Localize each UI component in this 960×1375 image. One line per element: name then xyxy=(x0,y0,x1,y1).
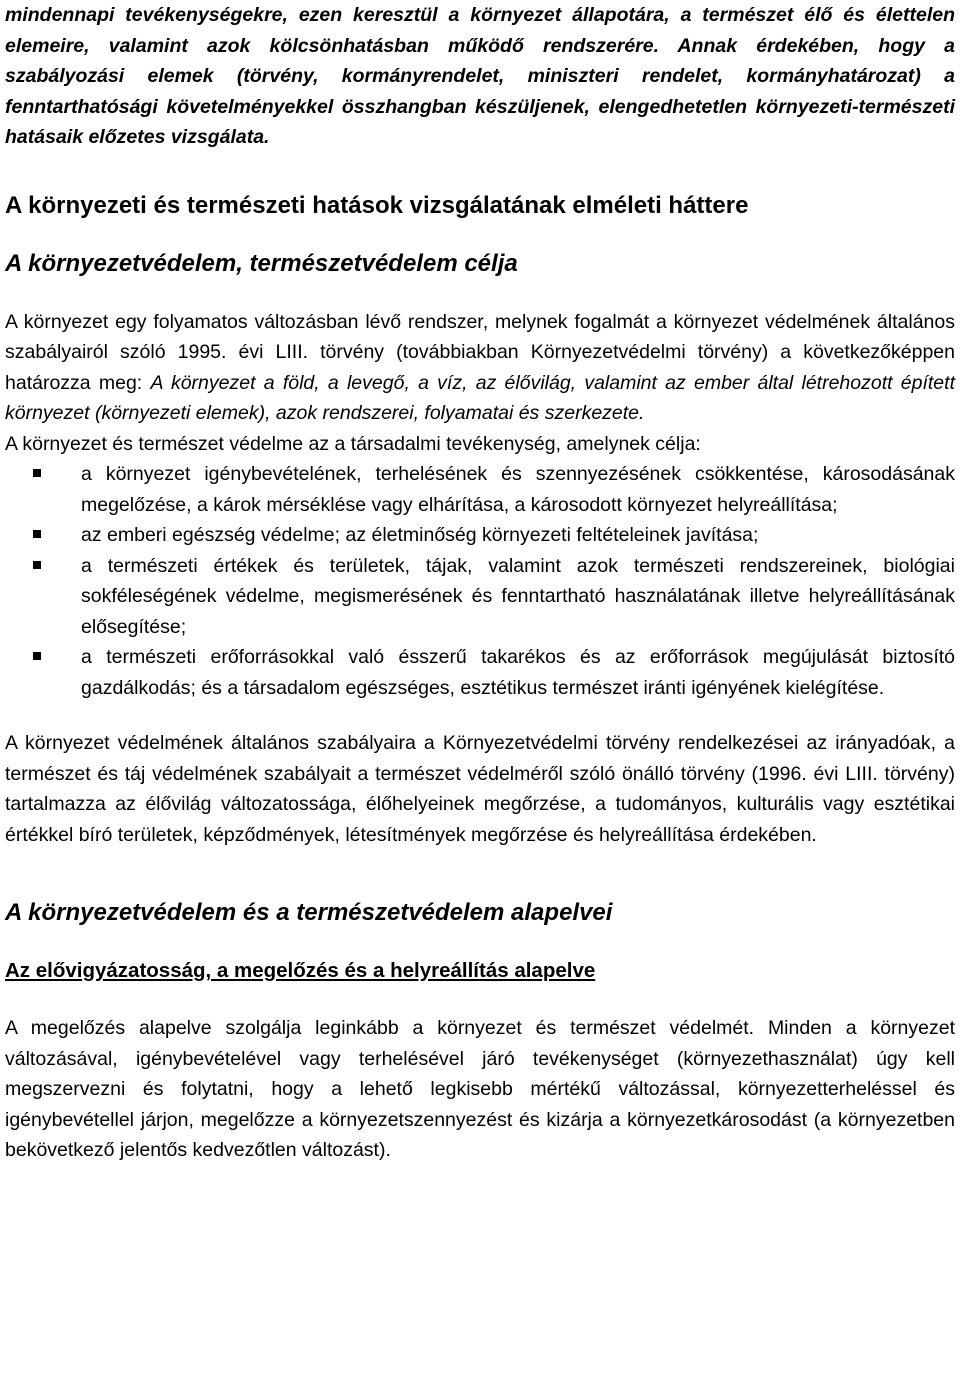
list-item-text: a természeti erőforrásokkal való ésszerű takarékos és az erőforrások megújulását biztosító gazdálkodás; és a társadalom egészséges, esztétikus természet iránti igényének kielégítése. xyxy=(81,646,955,699)
definition-paragraph xyxy=(5,307,955,429)
law-paragraph: A környezet védelmének általános szabályaira a Környezetvédelmi törvény rendelkezései az irányadóak, a természet és táj védelmének szabályait a természet védelméről szóló önálló törvény (1996. évi LIII. törvény) tartalmazza az élővilág változatossága, élőhelyeinek megőrzése, a tudományos, kulturális vagy esztétikai értékkel bíró területek, képződmények, létesítmények megőrzése és helyreállítása érdekében. xyxy=(5,732,955,846)
principles-heading: A környezetvédelem és a természetvédelem alapelvei xyxy=(5,899,613,926)
list-item-text: a természeti értékek és területek, tájak, valamint azok természeti rendszereinek, biológiai sokféleségének védelme, megismerésének és fenntartható használatának illetve helyreállításának elősegítése; xyxy=(81,554,955,638)
bullet-square-icon xyxy=(33,561,41,569)
principles-subheading: Az elővigyázatosság, a megelőzés és a helyreállítás alapelve xyxy=(5,959,596,982)
definition-quote-text: A környezet a föld, a levegő, a víz, az élővilág, valamint az ember által létrehozott épített környezet (környezeti elemek), azok rendszerei, folyamatai és szerkezete. xyxy=(5,371,955,424)
list-item xyxy=(5,520,955,551)
bullet-square-icon xyxy=(33,530,41,538)
goal-list xyxy=(5,459,955,703)
bullet-square-icon xyxy=(33,652,41,660)
intro-paragraph: mindennapi tevékenységekre, ezen keresztül a környezet állapotára, a természet élő és élettelen elemeire, valamint azok kölcsönhatásban működő rendszerére. Annak érdekében, hogy a szabályozási elemek (törvény, kormányrendelet, miniszteri rendelet, kormányhatározat) a fenntarthatósági követelményekkel összhangban készüljenek, elengedhetetlen környezeti-természeti hatásaik előzetes vizsgálata. xyxy=(5,4,955,148)
bullet-square-icon xyxy=(33,469,41,477)
goal-intro-paragraph: A környezet és természet védelme az a társadalmi tevékenység, amelynek célja: xyxy=(5,432,701,455)
list-item xyxy=(5,459,955,520)
section-subheading: A környezetvédelem, természetvédelem célja xyxy=(5,249,518,277)
list-item xyxy=(5,642,955,703)
document-page xyxy=(5,0,955,1166)
list-item xyxy=(5,551,955,643)
list-item-text: az emberi egészség védelme; az életminőség környezeti feltételeinek javítása; xyxy=(81,524,759,546)
prevention-paragraph: A megelőzés alapelve szolgálja leginkább a környezet és természet védelmét. Minden a környezet változásával, igénybevételével vagy terhelésével járó tevékenységet (környezethasználat) úgy kell megszervezni és folytatni, hogy a lehető legkisebb mértékű változással, környezetterheléssel és igénybevétellel járjon, megelőzze a környezetszennyezést és kizárja a környezetkárosodást (a környezetben bekövetkező jelentős kedvezőtlen változást). xyxy=(5,1017,955,1161)
list-item-text: a környezet igénybevételének, terhelésének és szennyezésének csökkentése, károsodásának megelőzése, a károk mérséklése vagy elhárítása, a károsodott környezet helyreállítása; xyxy=(81,463,955,516)
section-heading: A környezeti és természeti hatások vizsgálatának elméleti háttere xyxy=(5,191,749,219)
definition-lead-text: A környezet egy folyamatos változásban lévő rendszer, melynek fogalmát a környezet védelmének általános szabályairól szóló 1995. évi LIII. törvény (továbbiakban Környezetvédelmi törvény) a következőképpen határozza meg: xyxy=(5,310,955,394)
